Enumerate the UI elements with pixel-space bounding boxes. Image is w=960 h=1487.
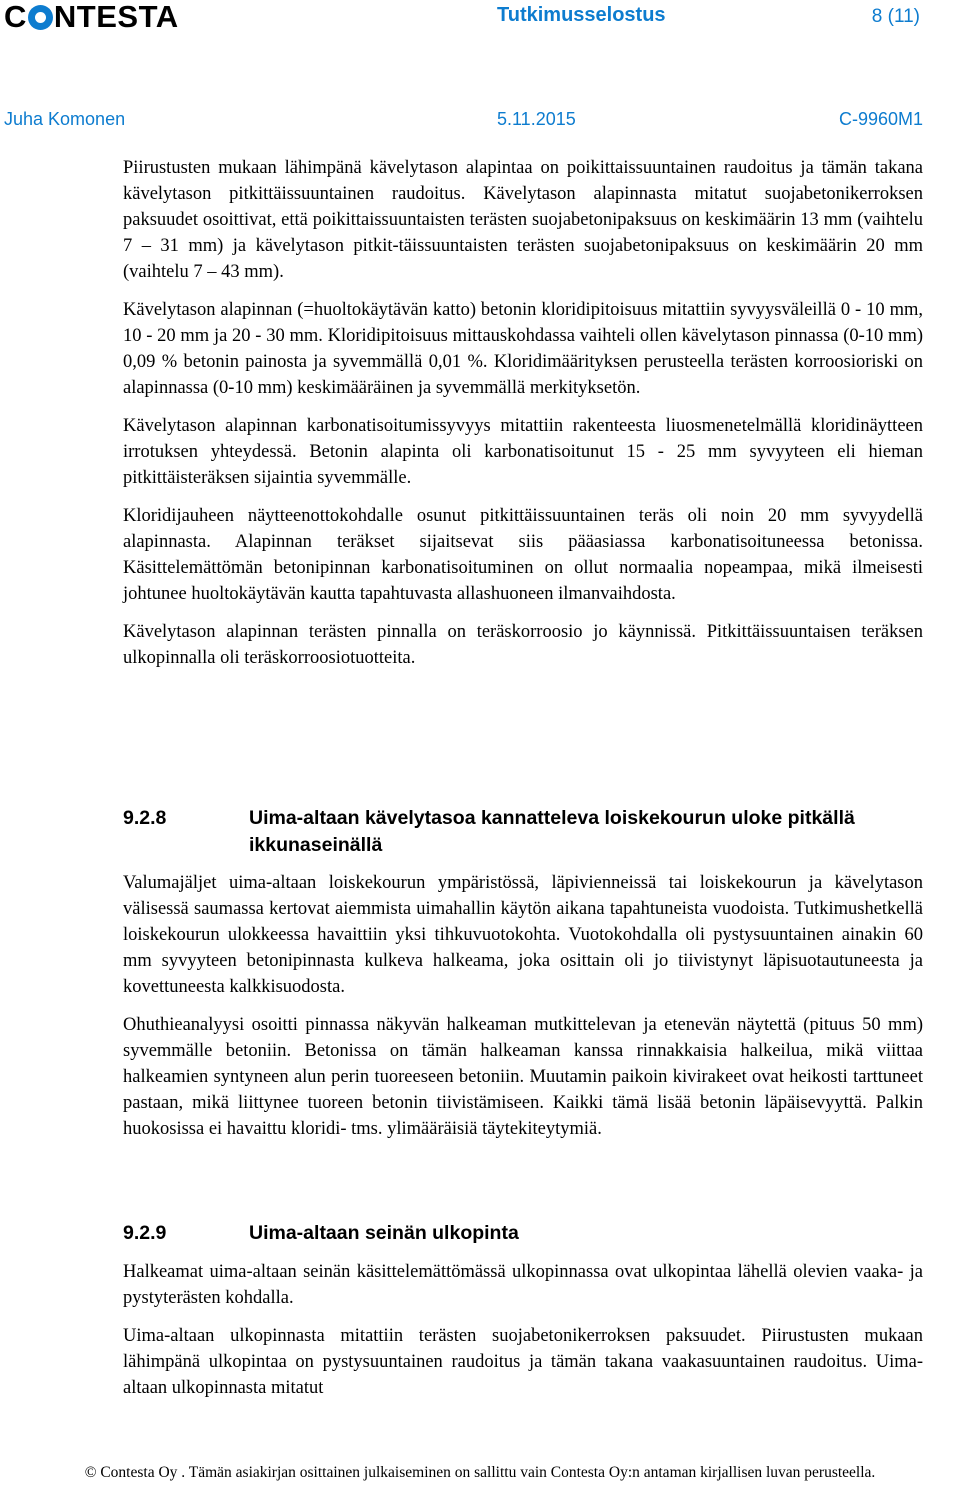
contesta-logo: [4, 0, 179, 34]
paragraph: Halkeamat uima-altaan seinän käsittelemättömässä ulkopinnassa ovat ulkopintaa lähellä olevien vaaka- ja pystyterästen kohdalla.: [123, 1262, 923, 1308]
paragraph: Kävelytason alapinnan karbonatisoitumissyvyys mitattiin rakenteesta liuosmenetelmällä kloridinäytteen irrotuksen yhteydessä. Betonin alapinta oli karbonatisoitunut 15 - 25 mm syvyyteen eli hieman pitkittäisteräksen sijaintia syvemmälle.: [123, 416, 923, 488]
paragraph: Kloridijauheen näytteenottokohdalle osunut pitkittäissuuntainen teräs oli noin 20 mm syvyydellä alapinnasta. Alapinnan teräkset sijaitsevat siis pääasiassa karbonatisoituneessa betonissa. Käsittelemättömän betonipinnan karbonatisoituminen on ollut normaalia nopeampaa, mikä ilmeisesti johtunee huoltokäytävän kautta tapahtuvasta allashuoneen ilmanvaihdosta.: [123, 506, 923, 604]
logo-letters: NTESTA: [53, 0, 179, 34]
paragraph: Uima-altaan ulkopinnasta mitattiin terästen suojabetonikerroksen paksuudet. Piirustusten mukaan lähimpänä ulkopintaa on pystysuuntainen raudoitus ja tämän takana vaakasuuntainen raudoitus. Uima-altaan ulkopinnasta mitatut: [123, 1326, 923, 1398]
document-date: 5.11.2015: [497, 109, 576, 129]
paragraph: Valumajäljet uima-altaan loiskekourun ympäristössä, läpivienneissä tai loiskekourun ja kävelytason välisessä saumassa kertovat aiemmista uimahallin käytön aikana tapahtuneista vuodoista. Tutkimushetkellä loiskekourun ulokkeessa havaittiin yksi tihkuvuotokohta. Vuotokohdalla oli pystysuuntainen ainakin 60 mm syvyyteen betonipinnasta kulkeva halkeama, joka osittain oli jo tiivistynyt läpisuotautuneesta ja kovettuneesta kalkkisuodosta.: [123, 873, 923, 997]
page-number: 8 (11): [871, 6, 920, 27]
paragraph: Kävelytason alapinnan (=huoltokäytävän katto) betonin kloridipitoisuus mitattiin syvyysväleillä 0 - 10 mm, 10 - 20 mm ja 20 - 30 mm. Kloridipitoisuus mittauskohdassa vaihteli ollen kävelytason pinnassa (0-10 mm) 0,09 % betonin painosta ja syvemmällä 0,01 %. Kloridimäärityksen perusteella terästen korroosioriski on alapinnassa (0-10 mm) keskimääräinen ja syvemmällä merkityksetön.: [123, 300, 923, 398]
body-text-block-3: [123, 1259, 923, 1401]
body-text-block-2: [123, 870, 923, 1142]
section-title: Uima-altaan seinän ulkopinta: [249, 1222, 519, 1244]
paragraph: Piirustusten mukaan lähimpänä kävelytason alapintaa on poikittaissuuntainen raudoitus ja tämän takana kävelytason pitkittäissuuntainen raudoitus. Kävelytason alapinnasta mitatut suojabetonikerroksen paksuudet osoittivat, että poikittaissuuntaisten terästen suojabetonipaksuus on keskimäärin 13 mm (vaihtelu 7 – 31 mm) ja kävelytason pitkit-täissuuntaisten terästen suojabetonipaksuus on keskimäärin 20 mm (vaihtelu 7 – 43 mm).: [123, 158, 923, 282]
paragraph: Ohuthieanalyysi osoitti pinnassa näkyvän halkeaman mutkittelevan ja etenevän näytettä (pituus 50 mm) syvemmälle betoniin. Betonissa on tämän halkeaman kanssa rinnakkaisia halkeilua, mikä viittaa halkeamien syntyneen alun perin tuoreeseen betoniin. Muutamin paikoin kivirakeet ovat heikosti tarttuneet pastaan, mikä liittynee tuoreen betonin tiivistämiseen. Kaikki tämä lisää betonin läpäisevyyttä. Palkin huokosissa ei havaittu kloridi- tms. ylimääräisiä täytekiteytymiä.: [123, 1015, 923, 1139]
section-title: Uima-altaan kävelytasoa kannatteleva loiskekourun uloke pitkällä ikkunaseinällä: [249, 807, 855, 856]
document-code: C-9960M1: [838, 109, 923, 129]
section-number: 9.2.9: [123, 1222, 167, 1244]
logo-o-icon: [28, 5, 53, 30]
section-number: 9.2.8: [123, 807, 167, 829]
document-title: Tutkimusselostus: [497, 4, 666, 26]
paragraph: Kävelytason alapinnan terästen pinnalla on teräskorroosio jo käynnissä. Pitkittäissuuntaisen teräksen ulkopinnalla oli teräskorroosiotuotteita.: [123, 622, 923, 668]
logo-letter-c: C: [4, 0, 27, 34]
copyright-footer: © Contesta Oy . Tämän asiakirjan osittainen julkaiseminen on sallittu vain Contesta Oy:n antaman kirjallisen luvan perusteella.: [84, 1464, 876, 1481]
body-text-block-1: [123, 155, 923, 671]
author-name: Juha Komonen: [4, 109, 126, 129]
